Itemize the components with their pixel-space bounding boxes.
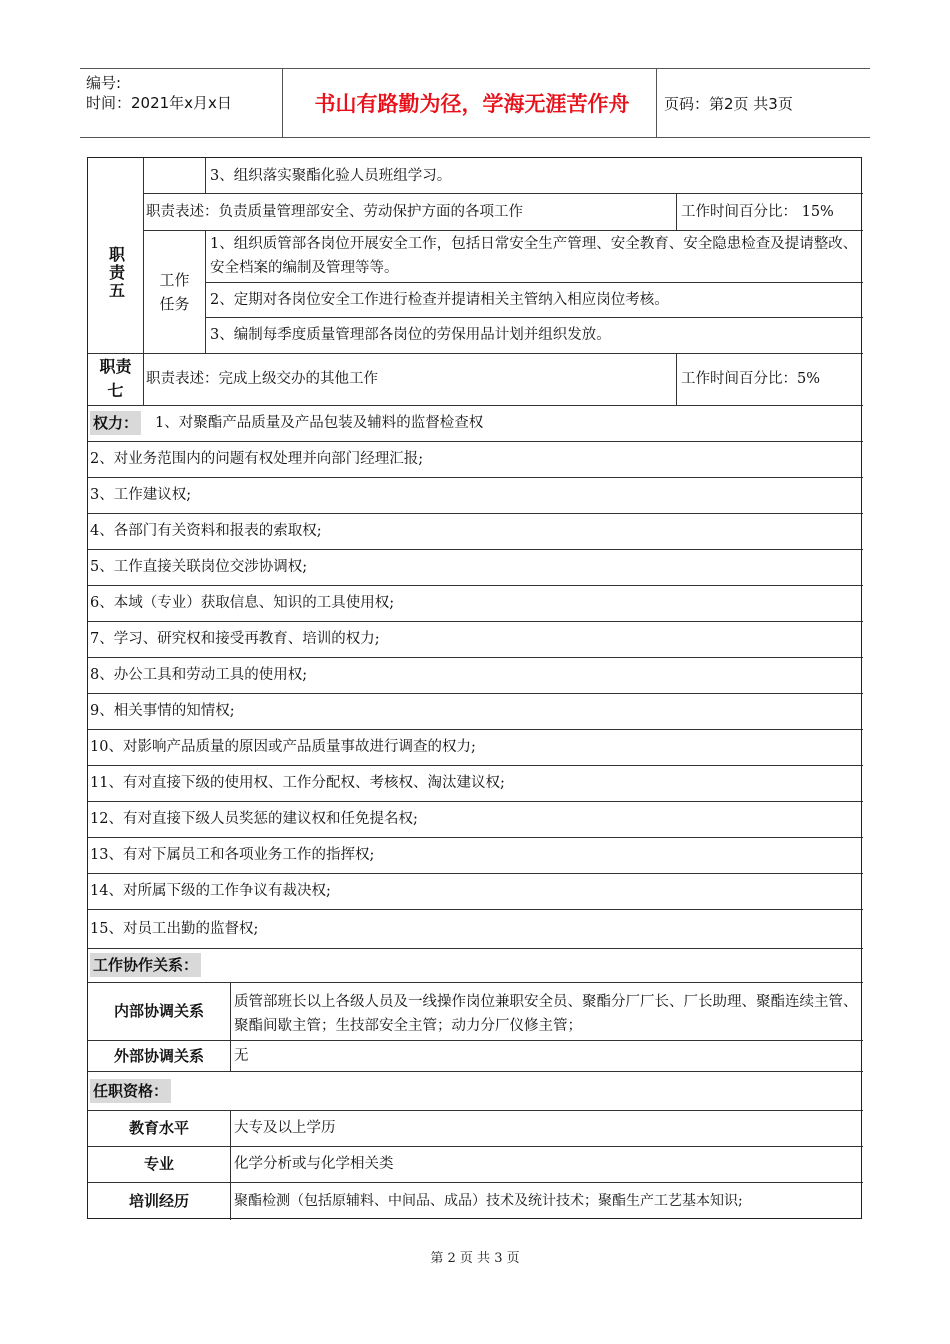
duty5-description: 职责表述：负责质量管理部安全、劳动保护方面的各项工作: [146, 203, 523, 220]
qualification-title: 任职资格：: [90, 1079, 171, 1103]
job-description-table: [87, 157, 862, 1219]
authority-item: 6、本域（专业）获取信息、知识的工具使用权;: [90, 595, 395, 611]
doc-number-label: 编号:: [86, 74, 122, 92]
major-value: 化学分析或与化学相关类: [234, 1156, 394, 1172]
header-left: [86, 73, 232, 113]
authority-item: 7、学习、研究权和接受再教育、培训的权力;: [90, 631, 380, 647]
internal-coordination-value: 质管部班长以上各级人员及一线操作岗位兼职安全员、聚酯分厂厂长、厂长助理、聚酯连续主管、聚酯间歇主管；生技部安全主管；动力分厂仪修主管；: [234, 994, 858, 1034]
duty7-description: 职责表述：完成上级交办的其他工作: [146, 371, 378, 387]
authority-item: 15、对员工出勤的监督权;: [90, 920, 259, 937]
authority-label: 权力：: [90, 411, 141, 435]
doc-time-label: 时间：2021年x月x日: [86, 94, 232, 112]
major-label: 专业: [143, 1155, 174, 1173]
authority-item: 10、对影响产品质量的原因或产品质量事故进行调查的权力;: [90, 739, 476, 755]
qualification-title-row: [90, 1071, 860, 1110]
duty5-task-3: 3、编制每季度质量管理部各岗位的劳保用品计划并组织发放。: [210, 327, 611, 343]
duty5-task-2: 2、定期对各岗位安全工作进行检查并提请相关主管纳入相应岗位考核。: [210, 291, 669, 308]
authority-item: 8、办公工具和劳动工具的使用权;: [90, 667, 308, 683]
header-page-code: 页码：第2页 共3页: [664, 95, 793, 113]
page-header: [80, 68, 870, 138]
authority-item: 5、工作直接关联岗位交涉协调权;: [90, 559, 308, 575]
duty7-label: 职责七: [99, 357, 132, 400]
training-label: 培训经历: [128, 1191, 189, 1210]
authority-item: 12、有对直接下级人员奖惩的建议权和任免提名权;: [90, 811, 418, 827]
cooperation-title: 工作协作关系：: [90, 953, 201, 977]
duty-top-item3: 3、组织落实聚酯化验人员班组学习。: [210, 167, 452, 184]
duty5-label: 职责五: [106, 246, 126, 300]
external-coordination-label: 外部协调关系: [113, 1046, 204, 1065]
internal-coordination-label: 内部协调关系: [113, 1002, 204, 1020]
authority-item: 13、有对下属员工和各项业务工作的指挥权;: [90, 847, 375, 863]
education-value: 大专及以上学历: [234, 1120, 336, 1136]
authority-item: 2、对业务范围内的问题有权处理并向部门经理汇报;: [90, 451, 424, 467]
duty5-time-percent: 工作时间百分比： 15%: [681, 203, 834, 220]
duty5-task-label: 工作任务: [159, 270, 190, 313]
authority-item: 4、各部门有关资料和报表的索取权;: [90, 523, 322, 539]
authority-item: 14、对所属下级的工作争议有裁决权;: [90, 883, 331, 899]
cooperation-title-row: [90, 948, 860, 982]
authority-item: 9、相关事情的知情权;: [90, 703, 235, 719]
header-motto: 书山有路勤为径，学海无涯苦作舟: [314, 92, 630, 116]
page-footer: 第 2 页 共 3 页: [430, 1251, 520, 1266]
authority-item-1: 1、对聚酯产品质量及产品包装及辅料的监督检查权: [155, 415, 484, 431]
external-coordination-value: 无: [234, 1047, 249, 1064]
education-label: 教育水平: [128, 1119, 189, 1137]
authority-item: 3、工作建议权;: [90, 487, 192, 503]
duty5-task-1: 1、组织质管部各岗位开展安全工作，包括日常安全生产管理、安全教育、安全隐患检查及提请整改、安全档案的编制及管理等等。: [210, 236, 858, 276]
training-value: 聚酯检测（包括原辅料、中间品、成品）技术及统计技术；聚酯生产工艺基本知识;: [234, 1192, 743, 1209]
authority-item: 11、有对直接下级的使用权、工作分配权、考核权、淘汰建议权;: [90, 775, 505, 791]
duty7-time-percent: 工作时间百分比：5%: [681, 371, 821, 387]
authority-row-1: [90, 405, 860, 441]
